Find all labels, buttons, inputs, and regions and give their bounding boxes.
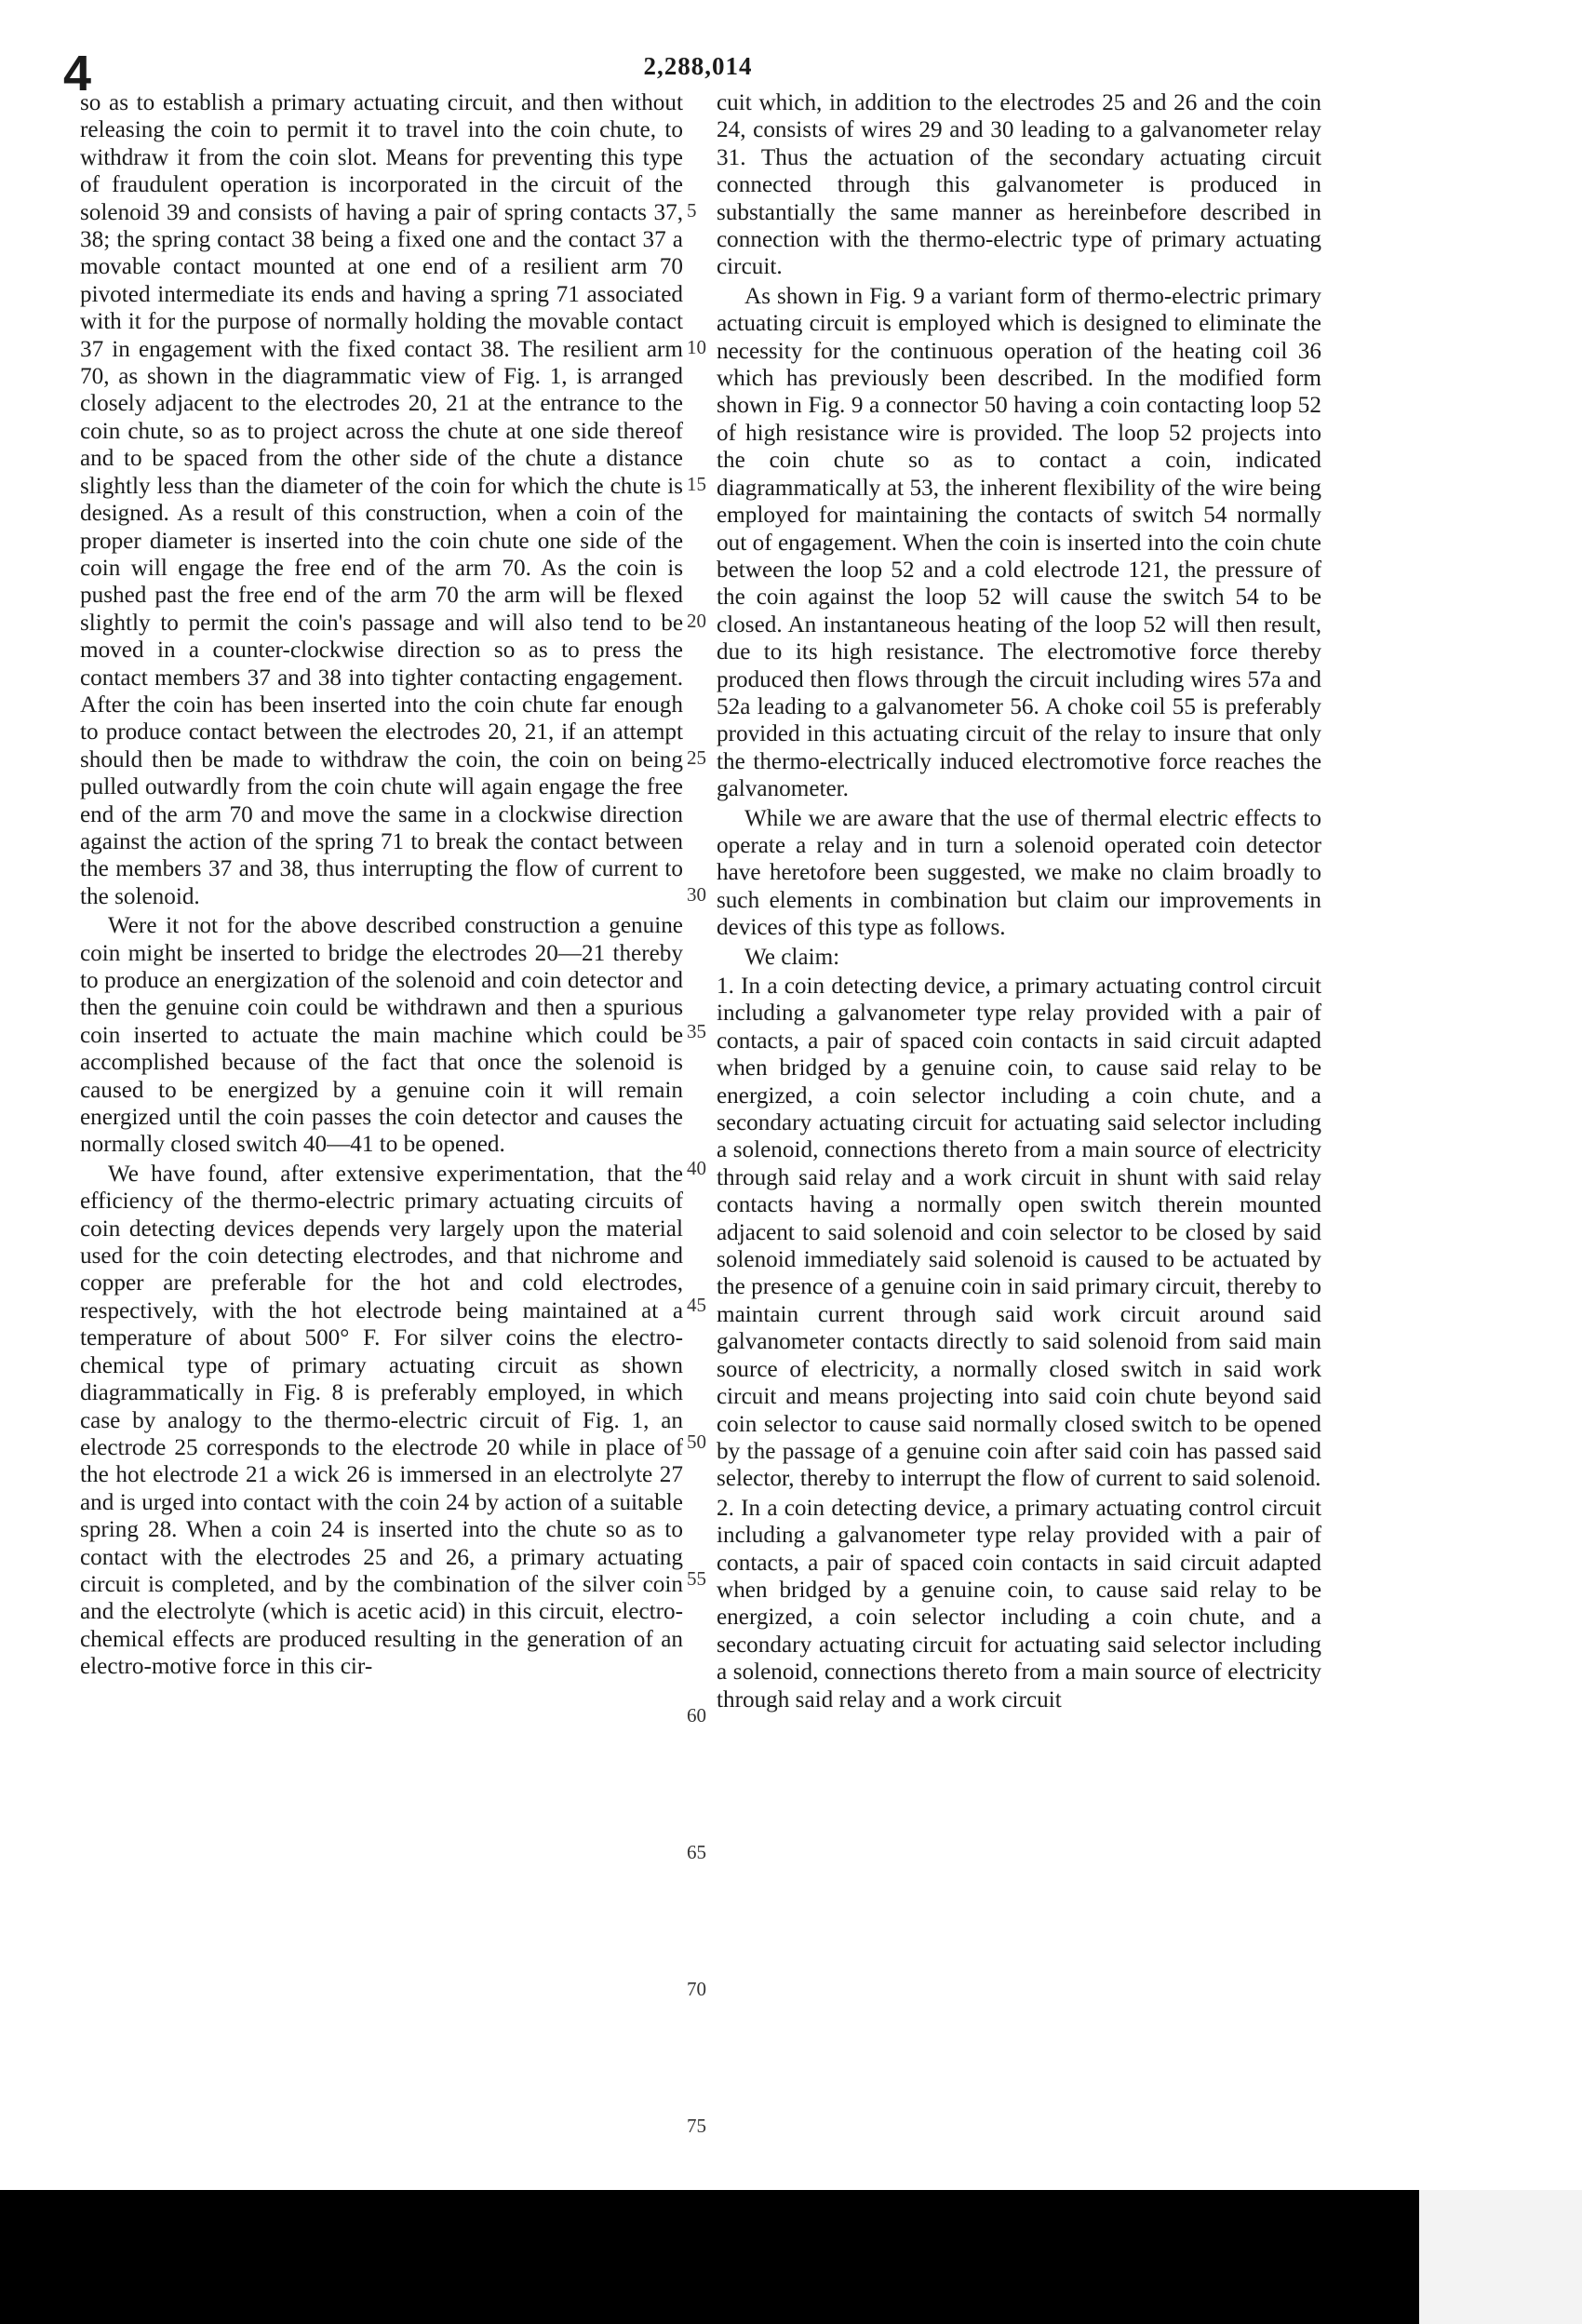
line-number: 20 (687, 610, 706, 632)
left-column (80, 89, 683, 1681)
claim: 2. In a coin detecting device, a primary actuating control circuit including a galvanometer type relay provided with a pair of contacts, a pair of spaced coin contacts in said circuit adapted when bridged by a genuine coin, to cause said relay to be energized, a coin selector including a coin chute, and a secondary actuating circuit for actuating said selector including a solenoid, connections thereto from a main source of electricity through said relay and a work circuit (717, 1495, 1321, 1713)
line-number: 70 (687, 1978, 706, 2000)
paragraph: so as to establish a primary actuating circuit, and then without releasing the coin to permit it to travel into the coin chute, to withdraw it from the coin slot. Means for preventing this type of fraudulent operation is incorporated in the circuit of the solenoid 39 and consists of having a pair of spring contacts 37, 38; the spring contact 38 being a fixed one and the contact 37 a movable contact mounted at one end of a resilient arm 70 pivoted intermediate its ends and having a spring 71 associated with it for the purpose of normally holding the movable contact 37 in engagement with the fixed contact 38. The resilient arm 70, as shown in the diagrammatic view of Fig. 1, is arranged closely adjacent to the electrodes 20, 21 at the entrance to the coin chute, so as to project across the chute at one side thereof and to be spaced from the other side of the chute a distance slightly less than the diameter of the coin for which the chute is designed. As a result of this construction, when a coin of the proper diameter is inserted into the coin chute one side of the coin will engage the free end of the arm 70. As the coin is pushed past the free end of the arm 70 the arm will be flexed slightly to permit the coin's passage and will also tend to be moved in a counter-clockwise direction so as to press the contact members 37 and 38 into tighter contacting engagement. After the coin has been inserted into the coin chute far enough to produce contact between the electrodes 20, 21, if an attempt should then be made to withdraw the coin, the coin on being pulled outwardly from the coin chute will again engage the free end of the arm 70 and move the same in a clockwise direction against the action of the spring 71 to break the contact between the members 37 and 38, thus interrupting the flow of current to the solenoid. (80, 90, 683, 909)
paragraph: We have found, after extensive experimentation, that the efficiency of the thermo-electric primary actuating circuits of coin detecting devices depends very largely upon the material used for the coin detecting electrodes, and that nichrome and copper are preferable for the hot and cold electrodes, respectively, with the hot electrode being maintained at a temperature of about 500° F. For silver coins the electro-chemical type of primary actuating circuit as shown diagrammatically in Fig. 8 is preferably employed, in which case by analogy to the thermo-electric circuit of Fig. 1, an electrode 25 corresponds to the electrode 20 while in place of the hot electrode 21 a wick 26 is immersed in an electrolyte 27 and is urged into contact with the coin 24 by action of a suitable spring 28. When a coin 24 is inserted into the chute so as to contact with the electrodes 25 and 26, a primary actuating circuit is completed, and by the combination of the silver coin and the electrolyte (which is acetic acid) in this circuit, electro-chemical effects are produced resulting in the generation of an electro-motive force in this cir- (80, 1161, 683, 1680)
scan-border-corner (1419, 2190, 1582, 2324)
paragraph: As shown in Fig. 9 a variant form of thermo-electric primary actuating circuit is employed which is designed to eliminate the necessity for the continuous operation of the heating coil 36 which has previously been described. In the modified form shown in Fig. 9 a connector 50 having a coin contacting loop 52 of high resistance wire is provided. The loop 52 projects into the coin chute so as to contact a coin, indicated diagrammatically at 53, the inherent flexibility of the wire being employed for maintaining the contacts of switch 54 normally out of engagement. When the coin is inserted into the coin chute between the loop 52 and a cold electrode 121, the pressure of the coin against the loop 52 will cause the switch 54 to be closed. An instantaneous heating of the loop 52 will then result, due to its high resistance. The electromotive force thereby produced then flows through the circuit including wires 57a and 52a leading to a galvanometer 56. A choke coil 55 is preferably provided in this actuating circuit of the relay to insure that only the thermo-electrically induced electromotive force reaches the galvanometer. (717, 283, 1321, 802)
line-number: 65 (687, 1841, 706, 1863)
line-number: 50 (687, 1431, 706, 1453)
line-number: 25 (687, 746, 706, 769)
right-column (717, 89, 1321, 1713)
claim: 1. In a coin detecting device, a primary actuating control circuit including a galvanometer type relay provided with a pair of contacts, a pair of spaced coin contacts in said circuit adapted when bridged by a genuine coin, to cause said relay to be energized, a coin selector including a coin chute, and a secondary actuating circuit for actuating said selector including a solenoid, connections thereto from a main source of electricity through said relay and a work circuit in shunt with said relay contacts having a normally open switch therein mounted adjacent to said solenoid and coin selector to be closed by said solenoid immediately said solenoid is caused to be actuated by the presence of a genuine coin in said primary circuit, thereby to maintain current through said work circuit around said galvanometer contacts directly to said solenoid from said main source of electricity, a normally closed switch in said work circuit and means projecting into said coin chute beyond said coin selector to cause said normally closed switch to be opened by the passage of a genuine coin after said coin has passed said selector, thereby to interrupt the flow of current to said solenoid. (717, 974, 1321, 1492)
line-number: 40 (687, 1157, 706, 1179)
claims-heading: We claim: (744, 944, 840, 970)
line-number: 10 (687, 336, 706, 358)
line-number: 55 (687, 1567, 706, 1590)
line-number: 5 (687, 199, 697, 222)
paragraph: cuit which, in addition to the electrodes 25 and 26 and the coin 24, consists of wires 29 and 30 leading to a galvanometer relay 31. Thus the actuation of the secondary actuating circuit connected through this galvanometer is produced in substantially the same manner as hereinbefore described in connection with the thermo-electric type of primary actuating circuit. (717, 90, 1321, 280)
page-number: 4 (63, 46, 92, 101)
scan-border-bottom (0, 2190, 1582, 2324)
line-number: 15 (687, 473, 706, 495)
line-number: 30 (687, 883, 706, 906)
line-number: 75 (687, 2115, 706, 2137)
patent-number: 2,288,014 (643, 52, 753, 80)
line-number: 45 (687, 1294, 706, 1316)
line-number: 60 (687, 1704, 706, 1726)
paragraph: While we are aware that the use of thermal electric effects to operate a relay and in turn a solenoid operated coin detector have heretofore been suggested, we make no claim broadly to such elements in combination but claim our improvements in devices of this type as follows. (717, 805, 1321, 941)
paragraph: Were it not for the above described construction a genuine coin might be inserted to bridge the electrodes 20—21 thereby to produce an energization of the solenoid and coin detector and then the genuine coin could be withdrawn and then a spurious coin inserted to actuate the main machine which could be accomplished because of the fact that once the solenoid is caused to be energized by a genuine coin it will remain energized until the coin passes the coin detector and causes the normally closed switch 40—41 to be opened. (80, 913, 683, 1158)
line-number: 35 (687, 1020, 706, 1042)
